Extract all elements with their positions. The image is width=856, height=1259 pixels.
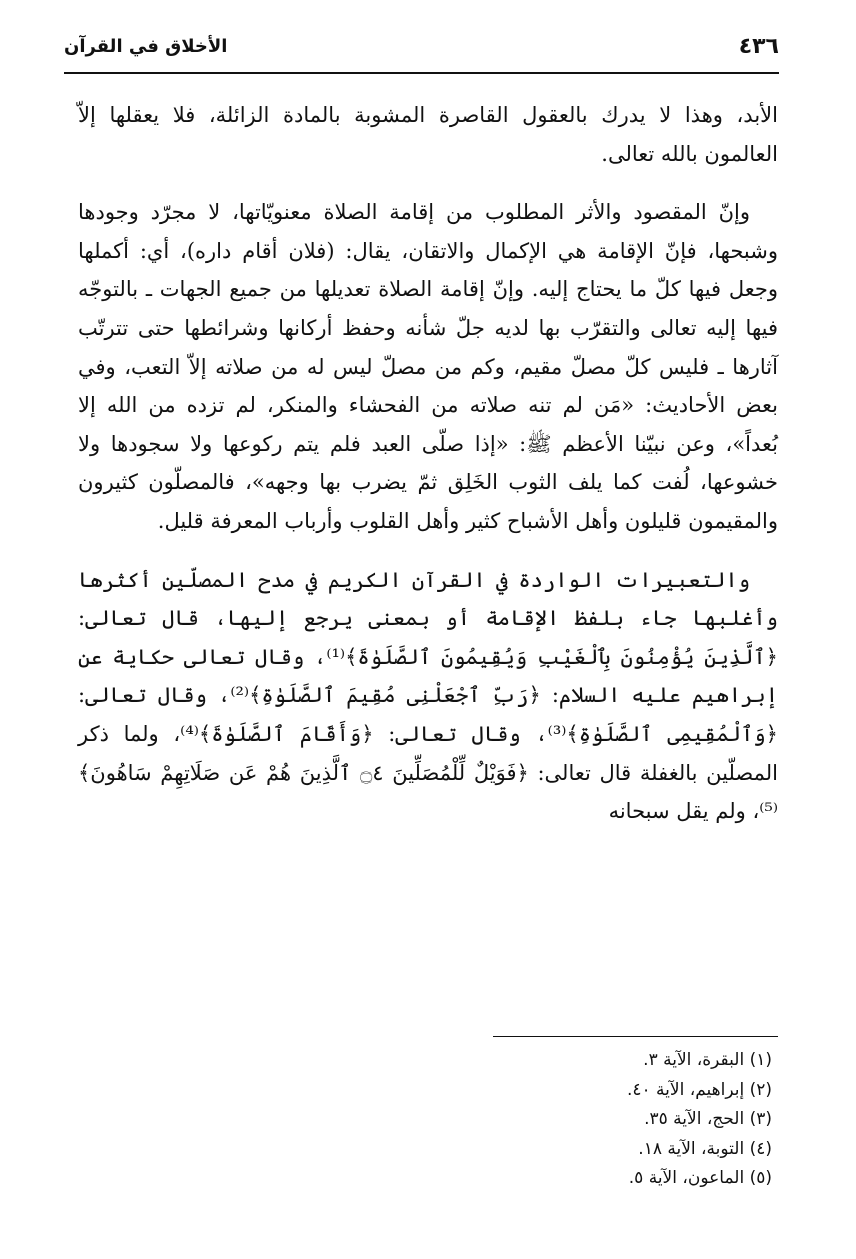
footnote: (٤) التوبة، الآية ١٨. bbox=[638, 1138, 772, 1159]
footnote-divider bbox=[493, 1036, 778, 1037]
page-number: ٤٣٦ bbox=[738, 34, 779, 59]
paragraph: الأبد، وهذا لا يدرك بالعقول القاصرة المشوبة بالمادة الزائلة، فلا يعقلها إلاّ العالمون بالله تعالى. bbox=[78, 103, 778, 166]
body-text bbox=[78, 96, 778, 851]
footnote: (٢) إبراهيم، الآية ٤٠. bbox=[626, 1079, 772, 1100]
footnote: (١) البقرة، الآية ٣. bbox=[643, 1050, 772, 1070]
footnote: (٣) الحج، الآية ٣٥. bbox=[644, 1109, 772, 1130]
footnote: (٥) الماعون، الآية ٥. bbox=[628, 1168, 772, 1189]
running-title: الأخلاق في القرآن bbox=[64, 36, 228, 57]
paragraph: والتعبيرات الواردة في القرآن الكريم في مدح المصلّين أكثرها وأغلبها جاء بلفظ الإقامة أو بمعنى يرجع إليها، قال تعالى: ﴿ٱلَّذِينَ يُؤْمِنُونَ بِٱلْغَيْبِ وَيُقِيمُونَ ٱلصَّلَوٰةَ﴾⁽¹⁾، وقال تعالى حكاية عن إبراهيم عليه السلام: ﴿رَبِّ ٱجْعَلْنِى مُقِيمَ ٱلصَّلَوٰةِ﴾⁽²⁾، وقال تعالى: ﴿وَٱلْمُقِيمِى ٱلصَّلَوٰةِ﴾⁽³⁾، وقال تعالى: ﴿وَأَقَامَ ٱلصَّلَوٰةَ﴾⁽⁴⁾، ولما ذكر المصلّين بالغفلة قال تعالى: ﴿فَوَيْلٌ لِّلْمُصَلِّينَ ۝٤ ٱلَّذِينَ هُمْ عَن صَلَاتِهِمْ سَاهُونَ﴾⁽⁵⁾، ولم يقل سبحانه bbox=[78, 567, 778, 824]
paragraph: وإنّ المقصود والأثر المطلوب من إقامة الصلاة معنويّاتها، لا مجرّد وجودها وشبحها، فإنّ الإقامة هي الإكمال والاتقان، يقال: (فلان أقام داره)، أي: أكملها وجعل فيها كلّ ما يحتاج إليه. وإنّ إقامة الصلاة تعديلها من جميع الجهات ـ بالتوجّه فيها إليه تعالى والتقرّب بها لديه جلّ شأنه وحفظ أركانها وشرائطها حتى تترتّب آثارها ـ فليس كلّ مصلّ مقيم، وكم من مصلّ ليس له من صلاته إلاّ التعب، وفي بعض الأحاديث: «مَن لم تنه صلاته من الفحشاء والمنكر، لم تزده من الله إلا بُعداً»، وعن نبيّنا الأعظم ﷺ: «إذا صلّى العبد فلم يتم ركوعها ولا سجودها ولا خشوعها، لُفت كما يلف الثوب الخَلِق ثمّ يضرب بها وجهه»، فالمصلّون كثيرون والمقيمون قليلون وأهل الأشباح كثير وأهل القلوب وأرباب المعرفة قليل. bbox=[78, 200, 778, 533]
page-header bbox=[64, 30, 779, 74]
footnotes bbox=[372, 1046, 772, 1194]
